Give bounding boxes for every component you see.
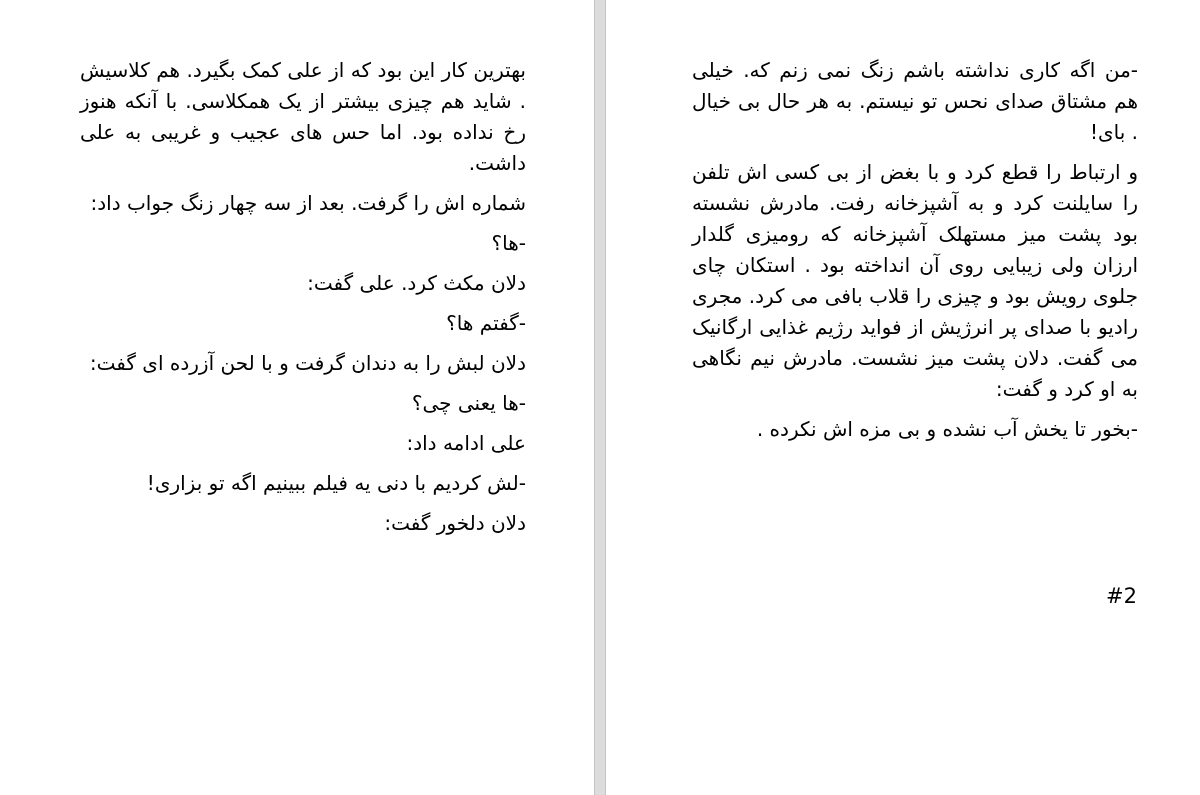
paragraph: و ارتباط را قطع کرد و با بغض از بی کسی اش تلفن را سایلنت کرد و به آشپزخانه رفت. مادرش نشسته بود پشت میز مستهلک آشپزخانه که رومیزی گلدار ارزان ولی زیبایی روی آن انداخته بود . استکان چای جلوی رویش بود و چیزی را قلاب بافی می کرد. مجری رادیو با صدای پر انرژیش از فواید رژیم غذایی ارگانیک می گفت. دلان پشت میز نشست. مادرش نیم نگاهی به او کرد و گفت: <box>692 160 1138 401</box>
paragraph: علی ادامه داد: <box>406 431 526 455</box>
paragraph: شماره اش را گرفت. بعد از سه چهار زنگ جواب داد: <box>90 191 526 215</box>
left-page-text <box>80 55 526 548</box>
page-gutter <box>594 0 606 795</box>
right-page-text <box>692 55 1138 454</box>
paragraph: -لش کردیم با دنی یه فیلم ببینیم اگه تو بزاری! <box>146 471 526 495</box>
paragraph: -ها یعنی چی؟ <box>411 391 526 415</box>
right-page <box>606 0 1200 795</box>
paragraph: -گفتم ها؟ <box>446 311 526 335</box>
paragraph: بهترین کار این بود که از علی کمک بگیرد. هم کلاسیش . شاید هم چیزی بیشتر از یک همکلاسی. با آنکه هنوز رخ نداده بود. اما حس های عجیب و غریبی به علی داشت. <box>80 58 526 175</box>
paragraph: -ها؟ <box>491 231 526 255</box>
paragraph: -من اگه کاری نداشته باشم زنگ نمی زنم که. خیلی هم مشتاق صدای نحس تو نیستم. به هر حال بی خیال . بای! <box>692 58 1138 144</box>
page-number: #2 <box>1106 584 1137 608</box>
paragraph: دلان مکث کرد. علی گفت: <box>307 271 526 295</box>
left-page <box>0 0 594 795</box>
paragraph: دلان دلخور گفت: <box>384 511 526 535</box>
paragraph: -بخور تا یخش آب نشده و بی مزه اش نکرده . <box>756 417 1138 441</box>
paragraph: دلان لبش را به دندان گرفت و با لحن آزرده ای گفت: <box>89 351 526 375</box>
